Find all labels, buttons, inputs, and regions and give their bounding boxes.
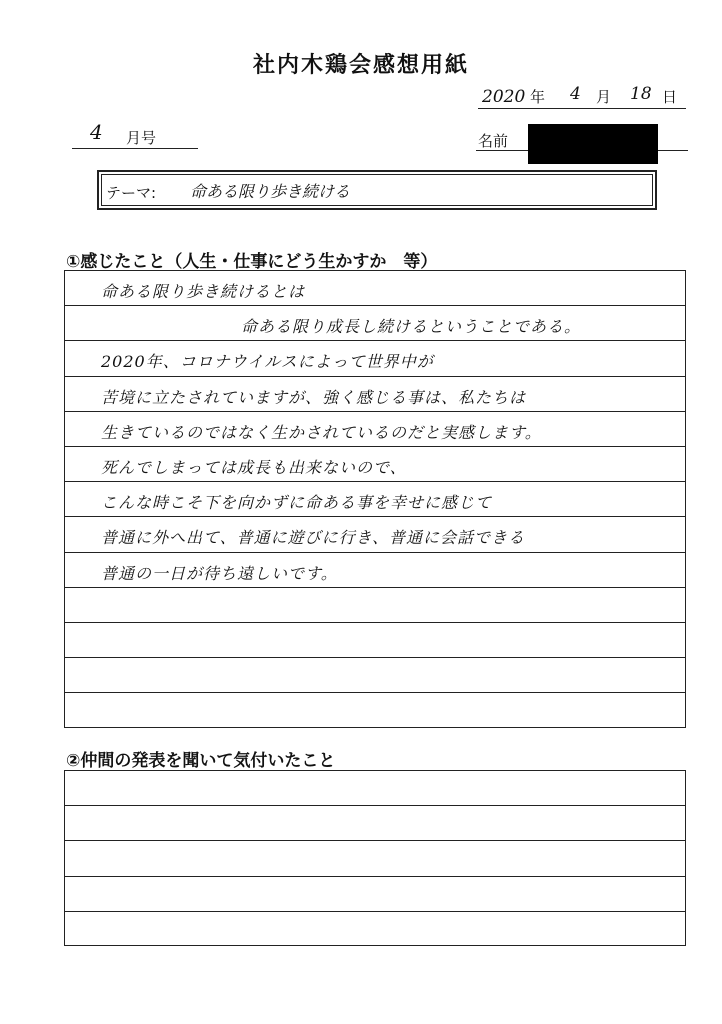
writing-line[interactable] [65, 877, 685, 912]
redaction-block [528, 124, 658, 164]
date-month-label: 月 [596, 88, 612, 106]
writing-line[interactable] [65, 517, 685, 552]
handwritten-text: 命ある限り成長し続けるということである。 [241, 317, 582, 337]
issue-month-field[interactable] [72, 120, 198, 149]
issue-month-label: 月号 [126, 129, 157, 147]
section2-lined-box[interactable] [64, 770, 686, 946]
handwritten-text: 苦境に立たされていますが、強く感じる事は、私たちは [101, 387, 527, 407]
writing-line[interactable] [65, 447, 685, 482]
section2-heading: ②仲間の発表を聞いて気付いたこと [66, 751, 336, 771]
writing-line[interactable] [65, 341, 685, 376]
section1-heading: ①感じたこと（人生・仕事にどう生かすか 等） [66, 252, 438, 272]
theme-inner-frame [101, 174, 653, 206]
handwritten-text: 普通の一日が待ち遠しいです。 [101, 563, 338, 583]
handwritten-text: 普通に外へ出て、普通に遊びに行き、普通に会話できる [101, 528, 526, 548]
writing-line[interactable] [65, 306, 685, 341]
writing-line[interactable] [65, 412, 685, 447]
date-day: 18 [630, 84, 652, 104]
section1-lined-box[interactable] [64, 270, 686, 728]
writing-line[interactable] [65, 912, 685, 947]
writing-line[interactable] [65, 771, 685, 806]
theme-label: テーマ: [106, 184, 157, 202]
writing-line[interactable] [65, 841, 685, 876]
handwritten-text: 命ある限り歩き続けるとは [101, 282, 306, 301]
writing-line[interactable] [65, 806, 685, 841]
writing-line[interactable] [65, 482, 685, 517]
handwritten-text: こんな時こそ下を向かずに命ある事を幸せに感じて [101, 493, 493, 513]
date-year: 2020 [482, 87, 526, 107]
writing-line[interactable] [65, 377, 685, 412]
writing-line[interactable] [65, 658, 685, 693]
issue-month-value: 4 [90, 120, 103, 144]
date-day-label: 日 [662, 88, 678, 106]
writing-line[interactable] [65, 623, 685, 658]
handwritten-text: 生きているのではなく生かされているのだと実感します。 [101, 422, 542, 442]
writing-line[interactable] [65, 588, 685, 623]
handwritten-text: 死んでしまっては成長も出来ないので、 [101, 458, 407, 477]
handwritten-text: 2020年、コロナウイルスによって世界中が [101, 352, 434, 372]
theme-value: 命ある限り歩き続ける [190, 182, 351, 201]
date-field[interactable] [478, 86, 686, 109]
writing-line[interactable] [65, 693, 685, 728]
form-title: 社内木鶏会感想用紙 [252, 53, 469, 78]
name-label: 名前 [478, 132, 509, 150]
name-field[interactable] [476, 128, 688, 151]
theme-box[interactable] [97, 170, 657, 210]
date-year-label: 年 [530, 88, 546, 106]
writing-line[interactable] [65, 271, 685, 306]
date-month: 4 [570, 84, 581, 104]
writing-line[interactable] [65, 553, 685, 588]
